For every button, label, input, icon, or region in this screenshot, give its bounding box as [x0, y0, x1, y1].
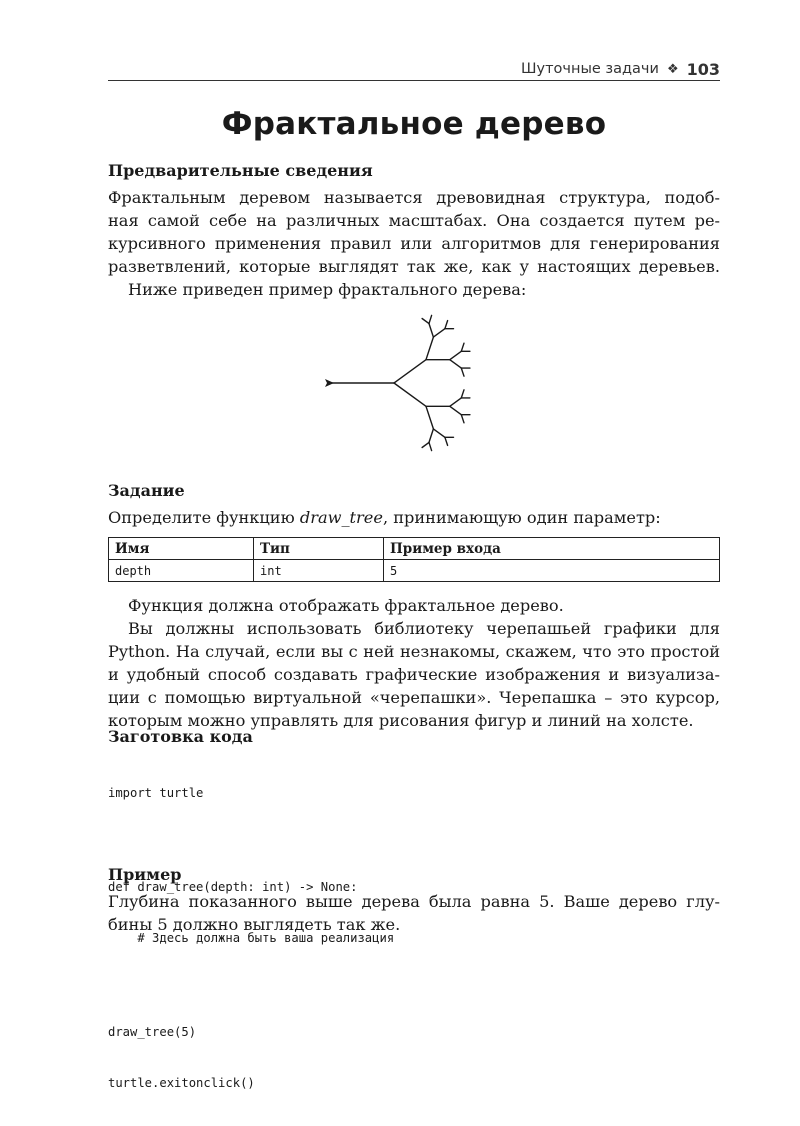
task-heading: Задание: [108, 481, 185, 500]
intro-section: [108, 160, 720, 301]
tree-branch: [429, 324, 433, 338]
tree-branch: [445, 321, 448, 329]
page-number: 103: [686, 59, 720, 79]
tree-branch: [422, 319, 429, 324]
page-title: Фрактальное дерево: [221, 106, 607, 142]
tree-branch: [450, 398, 462, 406]
table-header-example: Пример входа: [384, 538, 720, 560]
code-line: draw_tree(5): [108, 1025, 197, 1039]
tree-branch: [394, 383, 426, 406]
tree-branch: [461, 390, 464, 398]
example-line: Глубина показанного выше дерева была равна 5. Ваше дерево глу-: [108, 892, 720, 911]
code-line: # Здесь должна быть ваша реализация: [108, 931, 395, 945]
task-line: ции с помощью виртуальной «черепашки». Черепашка – это курсор,: [108, 688, 720, 707]
table-header-type: Тип: [254, 538, 384, 560]
task-text-before: Определите функцию: [108, 508, 300, 527]
task-section: [108, 480, 720, 732]
fractal-tree-figure: [108, 300, 720, 470]
example-section: [108, 864, 720, 936]
table-cell: 5: [384, 560, 720, 582]
task-line: Python. На случай, если вы с ней незнакомы, скажем, что это простой: [108, 642, 720, 661]
task-line: которым можно управлять для рисования фигур и линий на холсте.: [108, 711, 694, 730]
table-header-name: Имя: [109, 538, 254, 560]
tree-branch: [450, 360, 462, 368]
tree-branch: [426, 337, 433, 360]
starter-heading: Заготовка кода: [108, 727, 253, 746]
ornament-icon: ❖: [666, 61, 679, 77]
table-cell: int: [254, 560, 384, 582]
example-heading: Пример: [108, 865, 182, 884]
intro-paragraph: [108, 186, 720, 278]
code-line: turtle.exitonclick(): [108, 1076, 255, 1090]
intro-line: ная самой себе на различных масштабах. Она создается путем ре-: [108, 211, 720, 230]
task-intro: [108, 506, 720, 529]
example-paragraph: [108, 890, 720, 936]
task-text-after: , принимающую один параметр:: [382, 508, 661, 527]
tree-branch: [394, 360, 426, 383]
function-name: draw_tree: [299, 508, 383, 527]
section-title: Шуточные задачи: [521, 61, 659, 77]
table-row: [109, 560, 720, 582]
params-table: [108, 537, 720, 582]
running-header: [108, 58, 720, 81]
tree-branch: [422, 442, 429, 447]
tree-branch: [426, 406, 433, 429]
task-line: Вы должны использовать библиотеку черепашьей графики для: [128, 619, 720, 638]
code-block: [108, 751, 720, 1126]
code-blank-line: [108, 981, 720, 990]
tree-branch: [445, 437, 448, 445]
intro-line: разветвлений, которые выглядят так же, как у настоящих деревьев.: [108, 257, 720, 276]
tree-branch: [429, 442, 432, 450]
tree-branch: [461, 343, 464, 351]
task-para-1: Функция должна отображать фрактальное дерево.: [128, 596, 564, 615]
tree-branch: [429, 429, 433, 443]
task-line: и удобный способ создавать графические изображения и визуализа-: [108, 665, 720, 684]
tree-branch: [429, 315, 432, 323]
table-header-row: [109, 538, 720, 560]
tree-branch: [450, 406, 462, 414]
turtle-cursor-icon: [325, 379, 334, 387]
tree-branch: [433, 329, 445, 337]
tree-branch: [433, 429, 445, 437]
intro-heading: Предварительные сведения: [108, 161, 373, 180]
code-line: def draw_tree(depth: int) -> None:: [108, 880, 358, 894]
example-caption: Ниже приведен пример фрактального дерева:: [128, 280, 527, 299]
tree-branch: [461, 415, 464, 423]
tree-branch: [450, 351, 462, 359]
example-line: бины 5 должно выглядеть так же.: [108, 915, 401, 934]
intro-line: Фрактальным деревом называется древовидная структура, подоб-: [108, 188, 720, 207]
task-para-2: [108, 617, 720, 732]
code-blank-line: [108, 836, 720, 845]
code-line: import turtle: [108, 786, 204, 800]
table-cell: depth: [109, 560, 254, 582]
intro-line: курсивного применения правил или алгоритмов для генерирования: [108, 234, 720, 253]
tree-branch: [461, 368, 464, 376]
